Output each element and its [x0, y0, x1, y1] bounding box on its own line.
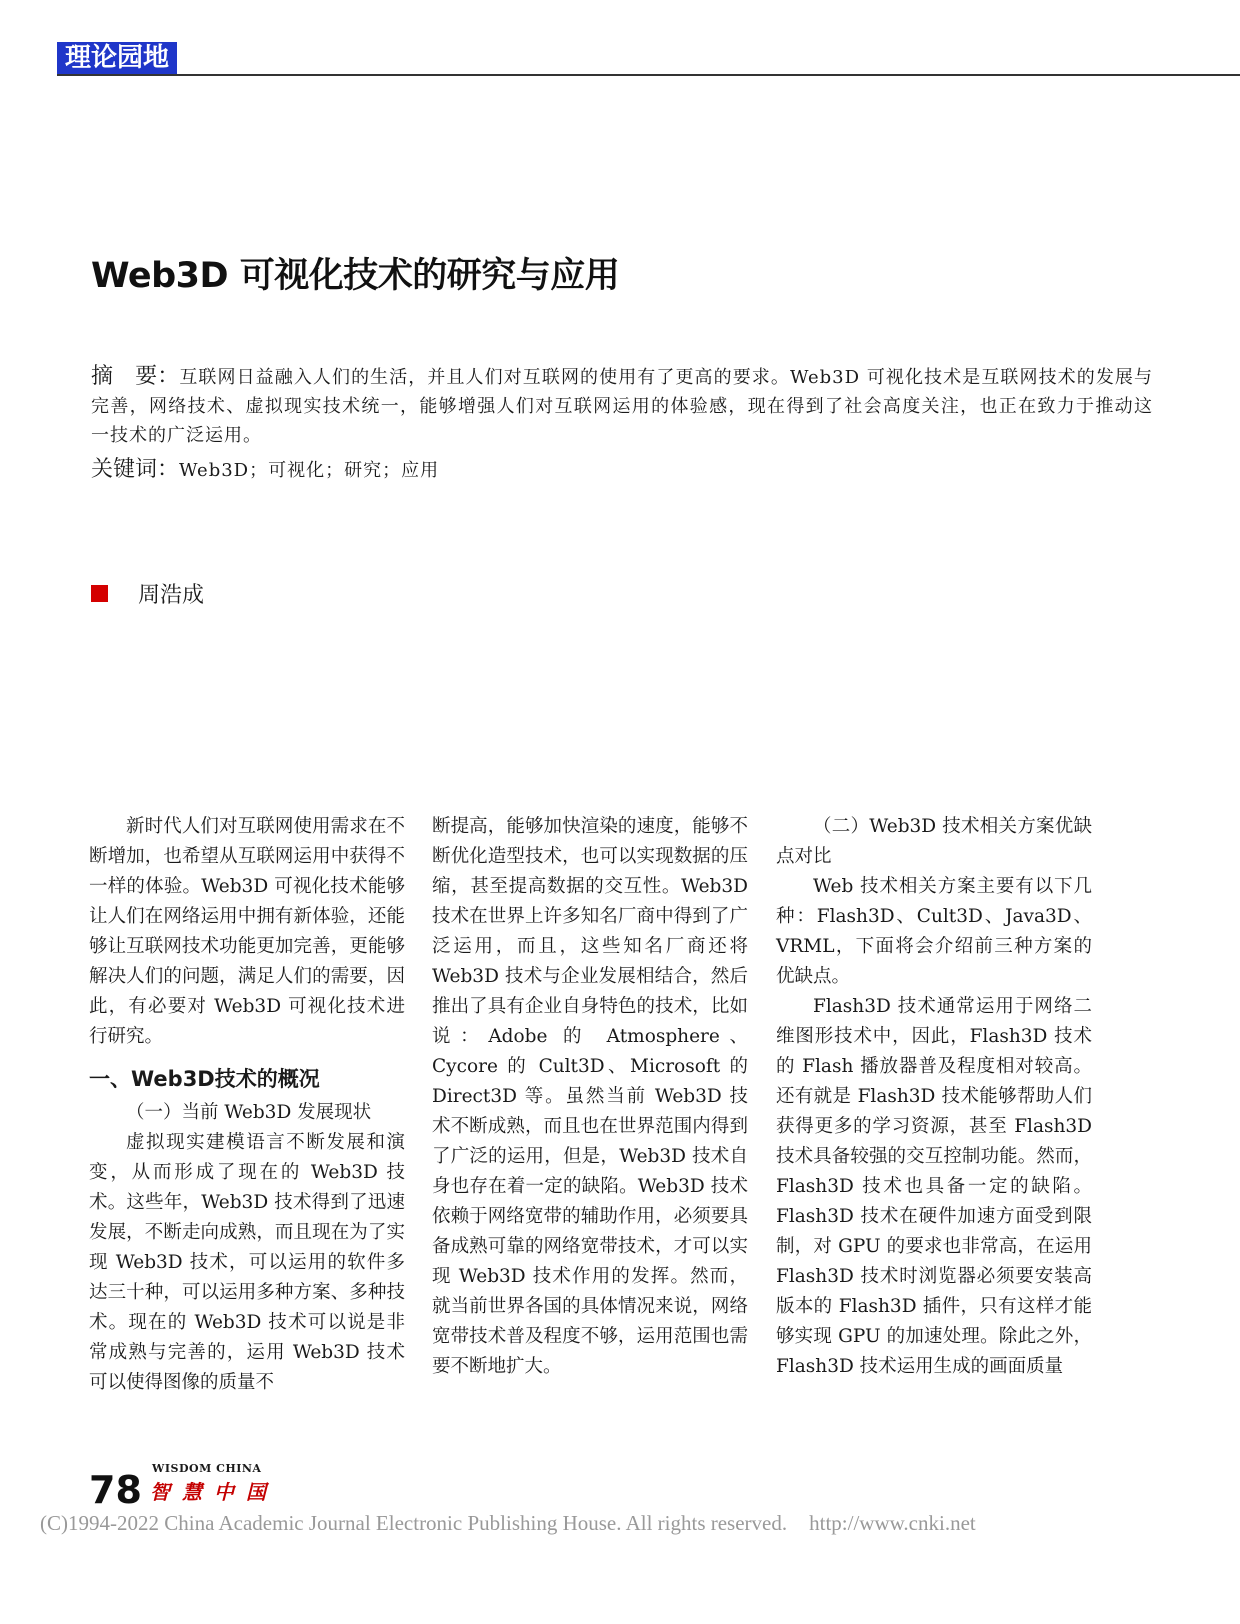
keywords-text: Web3D；可视化；研究；应用	[179, 460, 440, 481]
subsection-heading: （一）当前 Web3D 发展现状	[126, 1102, 372, 1123]
magazine-name-en: WISDOM CHINA	[152, 1462, 262, 1475]
paragraph: 断提高，能够加快渲染的速度，能够不断优化造型技术，也可以实现数据的压缩，甚至提高数据的交互性。Web3D 技术在世界上许多知名厂商中得到了广泛运用，而且，这些知名厂商还将 Web3D 技术与企业发展相结合，然后推出了具有企业自身特色的技术，比如说：Adobe 的 Atmosphere、Cycore 的 Cult3D、Microsoft 的 Direct3D 等。虽然当前 Web3D 技术不断成熟，而且也在世界范围内得到了广泛的运用，但是，Web3D 技术自身也存在着一定的缺陷。Web3D 技术依赖于网络宽带的辅助作用，必须要具备成熟可靠的网络宽带技术，才可以实现 Web3D 技术作用的发挥。然而，就当前世界各国的具体情况来说，网络宽带技术普及程度不够，运用范围也需要不断地扩大。	[432, 816, 748, 1377]
header-rule	[57, 74, 1240, 76]
copyright-line	[40, 1511, 976, 1536]
cnki-link[interactable]: http://www.cnki.net	[809, 1511, 976, 1535]
body-column-1	[89, 812, 405, 1398]
author-marker-icon	[91, 585, 108, 602]
article-title: Web3D 可视化技术的研究与应用	[91, 256, 620, 296]
subsection-heading: （二）Web3D 技术相关方案优缺点对比	[776, 816, 1092, 867]
copyright-text: (C)1994-2022 China Academic Journal Electronic Publishing House. All rights reserved.	[40, 1511, 788, 1535]
abstract-text: 互联网日益融入人们的生活，并且人们对互联网的使用有了更高的要求。Web3D 可视化技术是互联网技术的发展与完善，网络技术、虚拟现实技术统一，能够增强人们对互联网运用的体验感，现在得到了社会高度关注，也正在致力于推动这一技术的广泛运用。	[91, 367, 1153, 446]
body-column-3	[776, 812, 1092, 1382]
keywords-label: 关键词：	[91, 457, 180, 482]
author-line	[91, 578, 204, 609]
abstract	[91, 362, 1153, 450]
body-column-2	[432, 812, 748, 1382]
author-name: 周浩成	[138, 583, 205, 608]
paragraph: 虚拟现实建模语言不断发展和演变，从而形成了现在的 Web3D 技术。这些年，Web3D 技术得到了迅速发展，不断走向成熟，而且现在为了实现 Web3D 技术，可以运用的软件多达三十种，可以运用多种方案、多种技术。现在的 Web3D 技术可以说是非常成熟与完善的，运用 Web3D 技术可以使得图像的质量不	[89, 1132, 405, 1393]
paragraph: Flash3D 技术通常运用于网络二维图形技术中，因此，Flash3D 技术的 Flash 播放器普及程度相对较高。还有就是 Flash3D 技术能够帮助人们获得更多的学习资源，甚至 Flash3D 技术具备较强的交互控制功能。然而，Flash3D 技术也具备一定的缺陷。Flash3D 技术在硬件加速方面受到限制，对 GPU 的要求也非常高，在运用 Flash3D 技术时浏览器必须要安装高版本的 Flash3D 插件，只有这样才能够实现 GPU 的加速处理。除此之外，Flash3D 技术运用生成的画面质量	[776, 996, 1092, 1377]
section-heading: 一、Web3D技术的概况	[89, 1067, 320, 1091]
magazine-name-cn: 智慧中国	[150, 1480, 278, 1504]
page-number: 78	[89, 1468, 142, 1512]
paragraph: Web 技术相关方案主要有以下几种：Flash3D、Cult3D、Java3D、VRML，下面将会介绍前三种方案的优缺点。	[776, 876, 1092, 987]
section-tag: 理论园地	[57, 42, 177, 74]
abstract-label: 摘 要：	[91, 364, 180, 389]
paragraph: 新时代人们对互联网使用需求在不断增加，也希望从互联网运用中获得不一样的体验。Web3D 可视化技术能够让人们在网络运用中拥有新体验，还能够让互联网技术功能更加完善，更能够解决人们的问题，满足人们的需要，因此，有必要对 Web3D 可视化技术进行研究。	[89, 816, 405, 1047]
keywords	[91, 455, 439, 485]
